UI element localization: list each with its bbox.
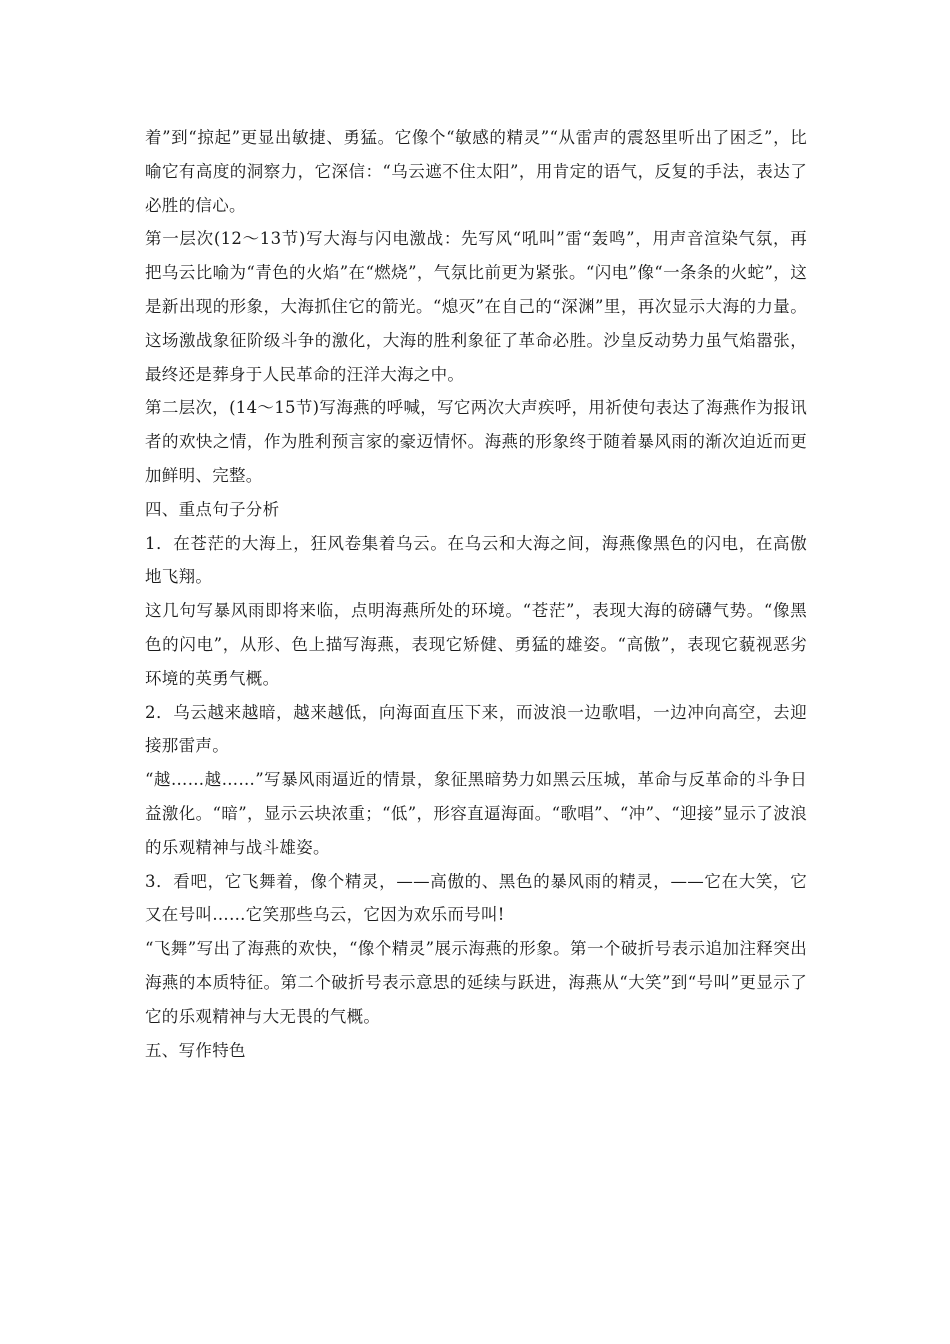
- key-sentence-1: 1．在苍茫的大海上，狂风卷集着乌云。在乌云和大海之间，海燕像黑色的闪电，在高傲地飞翔。: [145, 533, 807, 587]
- key-sentence-3-analysis: “飞舞”写出了海燕的欢快，“像个精灵”展示海燕的形象。第一个破折号表示追加注释突出海燕的本质特征。第二个破折号表示意思的延续与跃进，海燕从“大笑”到“号叫”更显示了它的乐观精神与大无畏的气概。: [145, 939, 807, 1026]
- key-sentence-2: 2．乌云越来越暗，越来越低，向海面直压下来，而波浪一边歌唱，一边冲向高空，去迎接那雷声。: [145, 702, 807, 756]
- paragraph-second-level: 第二层次，(14～15节)写海燕的呼喊，写它两次大声疾呼，用祈使句表达了海燕作为报讯者的欢快之情，作为胜利预言家的豪迈情怀。海燕的形象终于随着暴风雨的渐次迫近而更加鲜明、完整。: [145, 398, 807, 485]
- paragraph-first-level: 第一层次(12～13节)写大海与闪电激战：先写风“吼叫”雷“轰鸣”，用声音渲染气氛，再把乌云比喻为“青色的火焰”在“燃烧”，气氛比前更为紧张。“闪电”像“一条条的火蛇”，这是新出现的形象，大海抓住它的箭光。“熄灭”在自己的“深渊”里，再次显示大海的力量。这场激战象征阶级斗争的激化，大海的胜利象征了革命必胜。沙皇反动势力虽气焰嚣张，最终还是葬身于人民革命的汪洋大海之中。: [145, 229, 807, 384]
- key-sentence-1-analysis: 这几句写暴风雨即将来临，点明海燕所处的环境。“苍茫”，表现大海的磅礴气势。“像黑色的闪电”，从形、色上描写海燕，表现它矫健、勇猛的雄姿。“高傲”，表现它藐视恶劣环境的英勇气概。: [145, 601, 807, 688]
- key-sentence-2-analysis: “越……越……”写暴风雨逼近的情景，象征黑暗势力如黑云压城，革命与反革命的斗争日益激化。“暗”，显示云块浓重；“低”，形容直逼海面。“歌唱”、“冲”、“迎接”显示了波浪的乐观精神与战斗雄姿。: [145, 770, 807, 857]
- key-sentence-3: 3．看吧，它飞舞着，像个精灵，——高傲的、黑色的暴风雨的精灵，——它在大笑，它又在号叫……它笑那些乌云，它因为欢乐而号叫!: [145, 871, 807, 925]
- document-body: [145, 121, 807, 1067]
- section-heading-key-sentences: 四、重点句子分析: [145, 499, 280, 519]
- paragraph-analysis-continuation: 着”到“掠起”更显出敏捷、勇猛。它像个“敏感的精灵”“从雷声的震怒里听出了困乏”，比喻它有高度的洞察力，它深信：“乌云遮不住太阳”，用肯定的语气，反复的手法，表达了必胜的信心。: [145, 128, 807, 215]
- section-heading-writing-features: 五、写作特色: [145, 1040, 246, 1060]
